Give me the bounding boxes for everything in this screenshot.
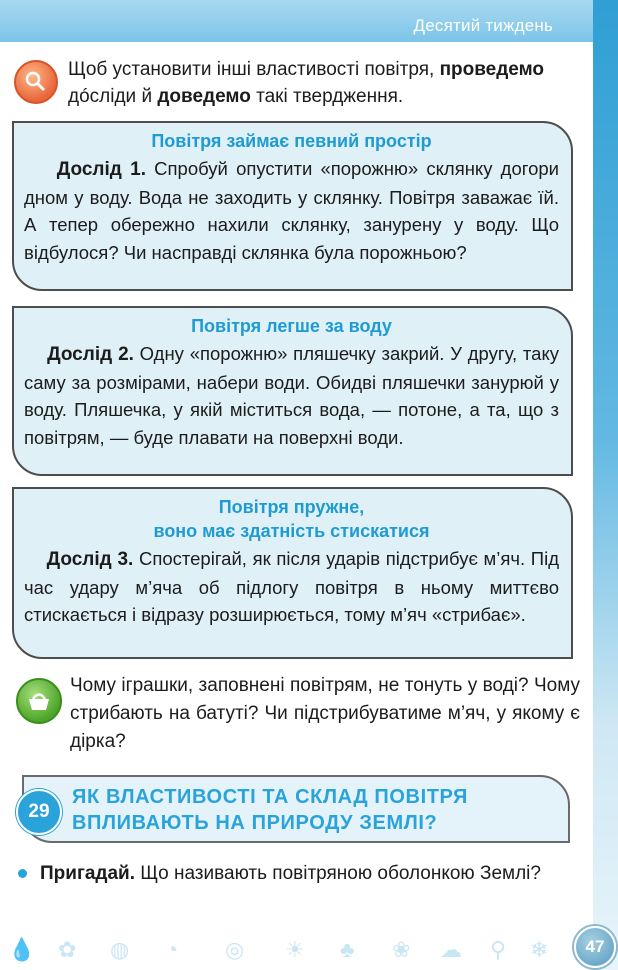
header-band — [0, 0, 593, 42]
experiment-text: Дослід 3. Спостерігай, як після ударів підстрибує м’яч. Під час удару м’яча об підлогу повітря в ньому миттєво стискається і відразу розширюється, тому м’яч «стрибає». — [24, 548, 559, 625]
basket-icon — [16, 678, 62, 724]
snowflake-icon: ❄ — [530, 937, 549, 962]
magnifier-icon — [14, 60, 58, 104]
topic-number-badge: 29 — [16, 789, 62, 835]
globe-icon: ◍ — [110, 937, 130, 962]
experiment-text: Дослід 1. Спробуй опустити «порожню» склянку догори дном у воду. Вода не заходить у склянку. Повітря заважає їй. А тепер обережно нахили склянку, занурену у воду. Що відбулося? Чи насправді склянка була порожньою? — [24, 158, 559, 263]
experiment-box-2 — [12, 306, 573, 476]
compass-icon: ◎ — [225, 937, 245, 962]
cloud-icon: ☁ — [440, 937, 462, 962]
remember-text: Пригадай. Що називають повітряною оболонкою Землі? — [40, 863, 541, 884]
experiment-box-3 — [12, 487, 573, 659]
tree-icon: ♣ — [340, 937, 355, 962]
sun-icon: ☀ — [285, 937, 305, 962]
experiment-title: Повітря легше за воду — [191, 316, 392, 336]
water-drop-icon: ◔ — [165, 937, 179, 962]
flower-icon: ❀ — [392, 937, 411, 962]
topic-heading — [22, 775, 570, 843]
page-edge-strip — [593, 0, 618, 970]
thermometer-icon: ⚲ — [490, 937, 507, 962]
sprout-icon: ✿ — [58, 937, 77, 962]
question-block — [10, 672, 580, 756]
page-number: 47 — [574, 926, 616, 968]
experiment-box-1 — [12, 121, 573, 291]
intro-text: Щоб установити інші властивості повітря, проведемо дóсліди й доведемо такі твердження. — [68, 59, 545, 107]
experiment-title: Повітря пружне, воно має здатність стискатися — [153, 497, 430, 541]
bullet-dot — [18, 869, 27, 878]
topic-title: ЯК ВЛАСТИВОСТІ ТА СКЛАД ПОВІТРЯ ВПЛИВАЮТЬ НА ПРИРОДУ ЗЕМЛІ? — [72, 786, 468, 834]
experiment-text: Дослід 2. Одну «порожню» пляшечку закрий. У другу, таку саму за розмірами, набери води. Обидві пляшечки занурюй у воду. Пляшечка, у якій міститься вода, — потоне, а та, що з повітрям, — буде плавати на поверхні води. — [24, 343, 560, 448]
question-text: Чому іграшки, заповнені повітрям, не тонуть у воді? Чому стрибають на батуті? Чи підстрибуватиме м’яч, у якому є дірка? — [70, 675, 580, 752]
experiment-title: Повітря займає певний простір — [151, 131, 432, 151]
week-label: Десятий тиждень — [413, 16, 553, 35]
remember-block — [10, 860, 580, 888]
footer-icon-strip — [0, 925, 593, 970]
drop-icon: 💧 — [8, 937, 36, 962]
intro-block — [10, 56, 580, 110]
